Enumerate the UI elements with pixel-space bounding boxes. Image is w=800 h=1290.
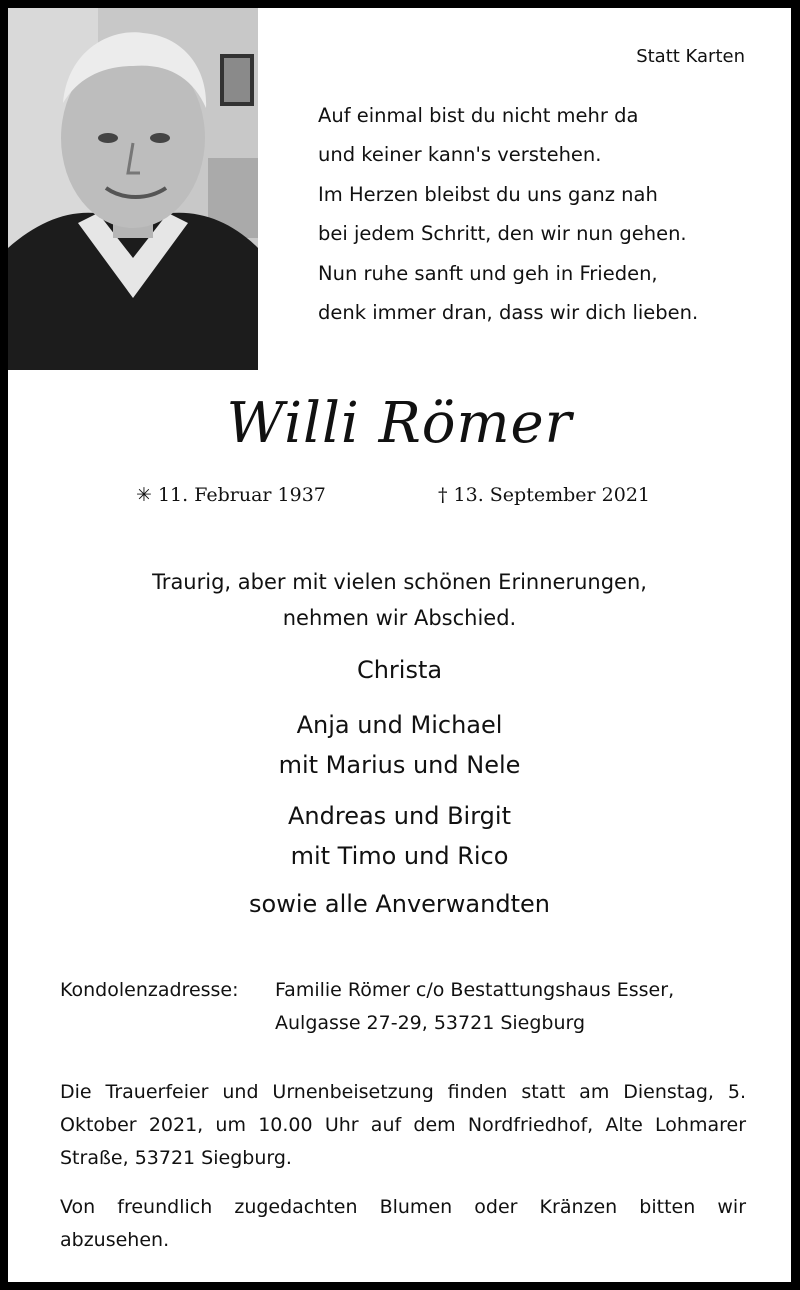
portrait-icon	[8, 8, 258, 370]
address-line: Familie Römer c/o Bestattungshaus Esser,	[275, 979, 675, 1001]
poem-line: und keiner kann's verstehen.	[318, 143, 602, 167]
poem-line: bei jedem Schritt, den wir nun gehen.	[318, 222, 687, 246]
ceremony-text: Die Trauerfeier und Urnenbeisetzung finden statt am Dienstag, 5. Oktober 2021, um 10.00 Uhr auf dem Nordfriedhof, Alte Lohmarer Straße, 53721 Siegburg.	[60, 1081, 746, 1169]
poem-line: denk immer dran, dass wir dich lieben.	[318, 301, 699, 325]
obituary-page	[8, 8, 791, 1282]
poem-line: Nun ruhe sanft und geh in Frieden,	[318, 261, 658, 285]
poem-line: Im Herzen bleibst du uns ganz nah	[318, 182, 658, 206]
portrait-photo	[8, 8, 258, 370]
deceased-name: Willi Römer	[226, 391, 573, 456]
farewell-line: Traurig, aber mit vielen schönen Erinnerungen,	[152, 570, 647, 594]
family-line: mit Timo und Rico	[290, 842, 509, 870]
condolence-label: Kondolenzadresse:	[60, 979, 239, 1001]
family-group-andreas	[8, 796, 791, 876]
death-date: † 13. September 2021	[438, 484, 650, 506]
birth-date: ✳ 11. Februar 1937	[136, 484, 326, 506]
poem	[318, 96, 768, 332]
family-others: sowie alle Anverwandten	[249, 890, 550, 918]
farewell-text	[8, 564, 791, 636]
family-christa: Christa	[356, 656, 443, 684]
statt-karten-label: Statt Karten	[636, 46, 745, 67]
family-line: mit Marius und Nele	[278, 751, 521, 779]
family-group-anja	[8, 705, 791, 785]
condolence-address-lines	[275, 974, 674, 1040]
family-line: Anja und Michael	[296, 711, 503, 739]
farewell-line: nehmen wir Abschied.	[282, 606, 517, 630]
flowers-text: Von freundlich zugedachten Blumen oder Kränzen bitten wir abzusehen.	[60, 1196, 746, 1251]
family-line: Andreas und Birgit	[288, 802, 511, 830]
poem-line: Auf einmal bist du nicht mehr da	[318, 104, 639, 127]
address-line: Aulgasse 27-29, 53721 Siegburg	[275, 1012, 586, 1034]
